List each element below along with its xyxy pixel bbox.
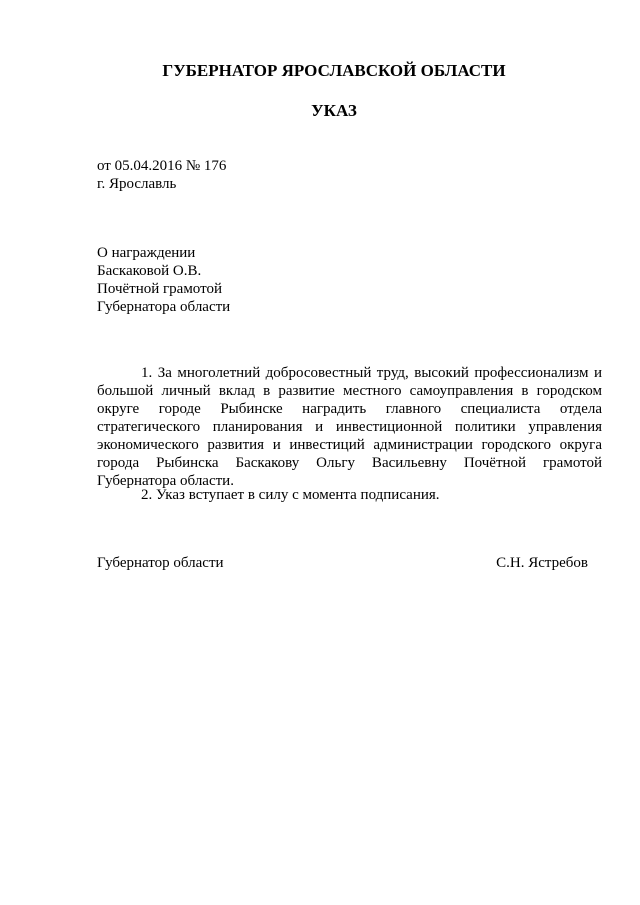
issuer-heading: ГУБЕРНАТОР ЯРОСЛАВСКОЙ ОБЛАСТИ	[162, 61, 506, 80]
subject-line: Почётной грамотой	[97, 281, 222, 297]
document-type-heading: УКАЗ	[311, 101, 357, 120]
date-number-line: от 05.04.2016 № 176	[97, 158, 227, 174]
paragraph-line: стратегического планирования и инвестиционной политики управления	[97, 419, 602, 435]
paragraph-1	[97, 364, 602, 490]
signatory-position: Губернатор области	[97, 555, 224, 571]
subject-line: О награждении	[97, 245, 196, 261]
paragraph-line: экономического развития и инвестиций администрации городского округа	[97, 437, 602, 453]
subject-line: Баскаковой О.В.	[97, 263, 202, 279]
document-meta	[97, 157, 226, 193]
paragraph-2: 2. Указ вступает в силу с момента подписания.	[141, 487, 440, 503]
paragraph-line: 1. За многолетний добросовестный труд, высокий профессионализм и	[141, 365, 602, 381]
paragraph-line: города Рыбинска Баскакову Ольгу Васильевну Почётной грамотой	[97, 455, 602, 471]
subject-line: Губернатора области	[97, 299, 231, 315]
document-subject	[97, 244, 230, 316]
paragraph-line: Губернатора области.	[97, 473, 234, 489]
signatory-name: С.Н. Ястребов	[496, 555, 588, 571]
city-line: г. Ярославль	[97, 176, 177, 192]
paragraph-line: большой личный вклад в развитие местного самоуправления в городском	[97, 383, 602, 399]
paragraph-line: округе городе Рыбинске наградить главного специалиста отдела	[97, 401, 602, 417]
